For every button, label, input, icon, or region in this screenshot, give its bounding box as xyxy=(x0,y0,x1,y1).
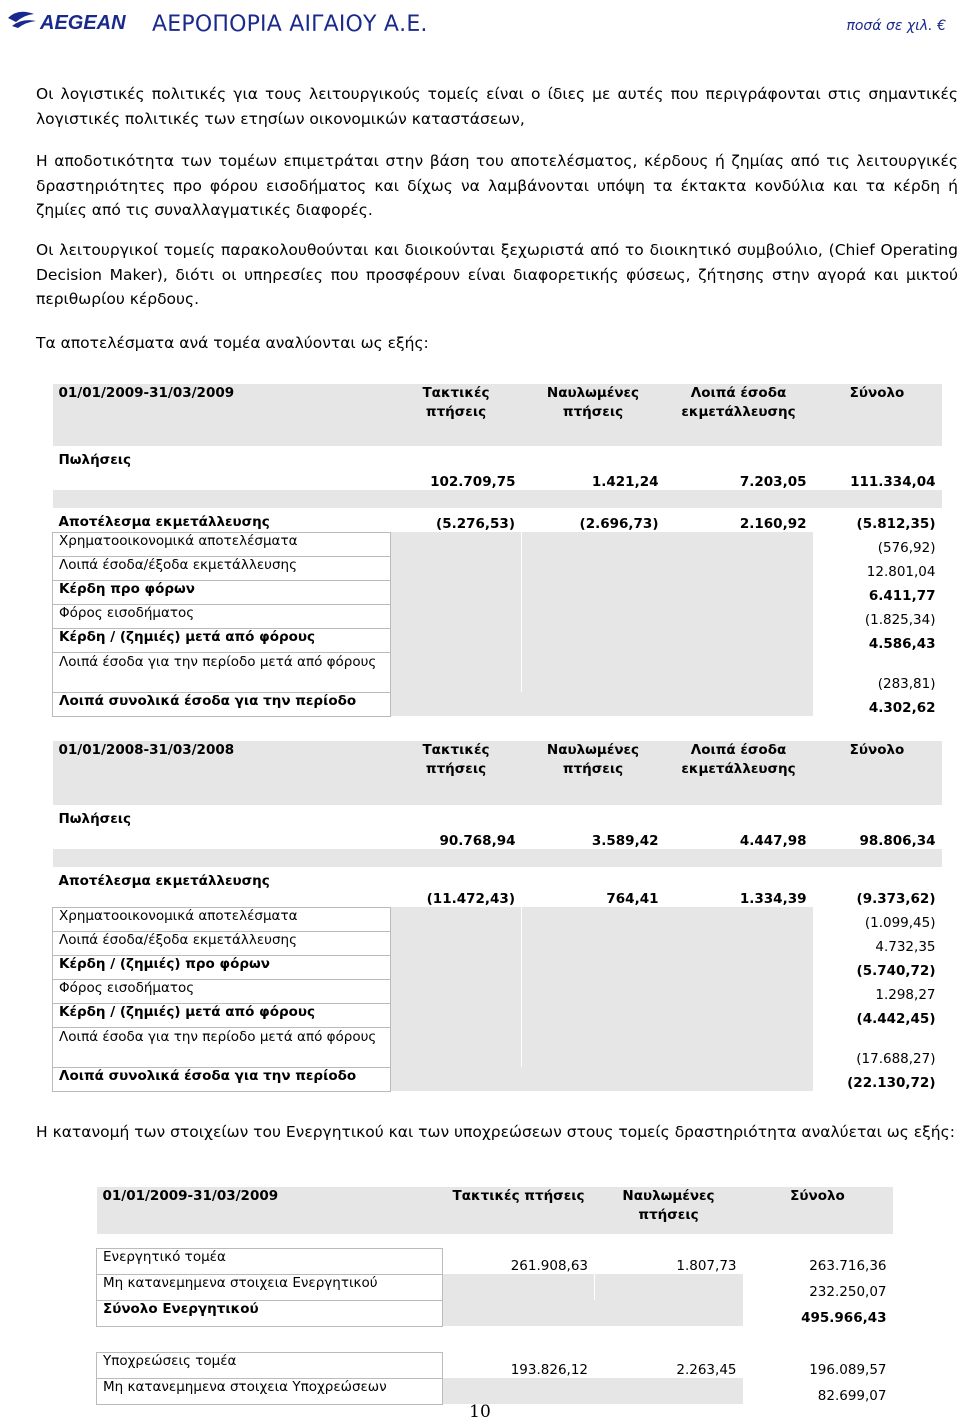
row-label: Πωλήσεις xyxy=(58,452,131,468)
table-row xyxy=(97,1248,893,1274)
cell-value: (1.825,34) xyxy=(864,612,936,628)
row-label: Κέρδη / (ζημιές) μετά από φόρους xyxy=(53,628,391,652)
row-label: Μη κατανεμημενα στοιχεια Ενεργητικού xyxy=(97,1274,443,1300)
table-row xyxy=(53,955,942,979)
spacer-row xyxy=(97,1234,893,1248)
cell-value: (283,81) xyxy=(877,676,936,692)
column-header: Λοιπά έσοδα εκμετάλλευσης xyxy=(681,385,796,420)
column-header: Τακτικές πτήσεις xyxy=(422,742,490,777)
operating-result-row xyxy=(53,867,942,907)
row-label: Ενεργητικό τομέα xyxy=(97,1248,443,1274)
operating-result-row xyxy=(53,508,942,532)
page-header xyxy=(0,0,960,46)
row-label: Φόρος εισοδήματος xyxy=(53,604,391,628)
cell-value: 4.586,43 xyxy=(868,636,936,652)
column-header: Τακτικές πτήσεις xyxy=(422,385,490,420)
cell-value: 102.709,75 xyxy=(430,474,516,490)
paragraph-operating-segments: Οι λειτουργικοί τομείς παρακολουθούνται και διοικούνται ξεχωριστά από το διοικητικό συμβούλιο, (Chief Operating Decision Maker), διότι οι υπηρεσίες που προσφέρουν είναι διαφορετικής φύσεως, ζήτησης στην αγορά και μικτού περιθωρίου κέρδους. xyxy=(36,241,958,308)
cell-value: (1.099,45) xyxy=(864,915,936,931)
table-row xyxy=(53,652,942,692)
row-label: Υποχρεώσεις τομέα xyxy=(97,1352,443,1378)
cell-value: (5.276,53) xyxy=(436,516,515,532)
cell-value: 193.826,12 xyxy=(510,1362,588,1378)
table-row xyxy=(53,1027,942,1067)
cell-value: (4.442,45) xyxy=(856,1011,936,1027)
table-row xyxy=(53,604,942,628)
paragraph-assets-intro: Η κατανομή των στοιχείων του Ενεργητικού και των υποχρεώσεων στους τομείς δραστηριότητα αναλύεται ως εξής: xyxy=(36,1123,955,1141)
column-header: Σύνολο xyxy=(849,742,905,758)
row-label: Λοιπά έσοδα/έξοδα εκμετάλλευσης xyxy=(53,556,391,580)
table-header-row xyxy=(53,384,942,446)
table-row xyxy=(97,1300,893,1326)
cell-value: (2.696,73) xyxy=(579,516,659,532)
cell-value: 111.334,04 xyxy=(850,474,936,490)
paragraph-accounting-policies: Οι λογιστικές πολιτικές για τους λειτουργικούς τομείς είναι ο ίδιες με αυτές που περιγράφονται στις σημαντικές λογιστικές πολιτικές των ετησίων οικονομικών καταστάσεων, xyxy=(36,85,958,128)
cell-value: 2.263,45 xyxy=(676,1362,737,1378)
spacer-row xyxy=(53,490,942,508)
cell-value: 2.160,92 xyxy=(739,516,807,532)
cell-value: 98.806,34 xyxy=(859,833,936,849)
cell-value: (17.688,27) xyxy=(856,1051,936,1067)
cell-value: 4.302,62 xyxy=(868,700,936,716)
period-label: 01/01/2009-31/03/2009 xyxy=(58,385,235,401)
cell-value: 12.801,04 xyxy=(866,564,936,580)
table-row xyxy=(53,979,942,1003)
cell-value: (576,92) xyxy=(877,540,936,556)
spacer-row xyxy=(97,1326,893,1352)
cell-value: 90.768,94 xyxy=(439,833,516,849)
row-label: Χρηματοοικονομικά αποτελέσματα xyxy=(53,907,391,931)
row-label: Κέρδη / (ζημιές) προ φόρων xyxy=(53,955,391,979)
logo-text: AEGEAN xyxy=(40,12,126,34)
table-row xyxy=(97,1378,893,1404)
column-header: Τακτικές πτήσεις xyxy=(452,1188,585,1204)
row-label: Αποτέλεσμα εκμετάλλευσης xyxy=(58,514,270,530)
cell-value: 263.716,36 xyxy=(809,1258,887,1274)
cell-value: 4.732,35 xyxy=(875,939,936,955)
cell-value: (22.130,72) xyxy=(847,1075,936,1091)
sales-row xyxy=(53,446,942,490)
table-row xyxy=(53,931,942,955)
cell-value: (5.740,72) xyxy=(856,963,936,979)
segment-assets-table xyxy=(96,1187,893,1405)
cell-value: 82.699,07 xyxy=(817,1388,887,1404)
table-header-row xyxy=(53,741,942,805)
column-header: Ναυλωμένες πτήσεις xyxy=(622,1188,715,1223)
table-row xyxy=(53,532,942,556)
column-header: Σύνολο xyxy=(790,1188,845,1204)
row-label: Πωλήσεις xyxy=(58,811,131,827)
table-row xyxy=(97,1352,893,1378)
column-header: Ναυλωμένες πτήσεις xyxy=(546,385,640,420)
cell-value: 6.411,77 xyxy=(868,588,936,604)
row-label: Λοιπά συνολικά έσοδα για την περίοδο xyxy=(53,1067,391,1091)
company-name: ΑΕΡΟΠΟΡΙΑ ΑΙΓΑΙΟΥ Α.Ε. xyxy=(152,12,428,37)
column-header: Λοιπά έσοδα εκμετάλλευσης xyxy=(681,742,796,777)
cell-value: (11.472,43) xyxy=(426,891,515,907)
table-row xyxy=(53,1067,942,1091)
table-row xyxy=(53,628,942,652)
cell-value: 261.908,63 xyxy=(510,1258,588,1274)
cell-value: 495.966,43 xyxy=(801,1310,887,1326)
table-header-row xyxy=(97,1187,893,1234)
cell-value: 4.447,98 xyxy=(739,833,807,849)
page-number: 10 xyxy=(469,1402,491,1422)
row-label: Αποτέλεσμα εκμετάλλευσης xyxy=(58,873,270,889)
cell-value: 196.089,57 xyxy=(809,1362,887,1378)
table-row xyxy=(53,580,942,604)
currency-note: ποσά σε χιλ. € xyxy=(846,18,946,34)
row-label: Λοιπά έσοδα για την περίοδο μετά από φόρους xyxy=(53,652,391,692)
segment-results-2008-table xyxy=(52,741,942,1092)
cell-value: 764,41 xyxy=(606,891,659,907)
paragraph-results-intro: Τα αποτελέσματα ανά τομέα αναλύονται ως εξής: xyxy=(36,334,429,352)
cell-value: 1.807,73 xyxy=(676,1258,737,1274)
period-label: 01/01/2009-31/03/2009 xyxy=(102,1188,279,1204)
table-row xyxy=(97,1274,893,1300)
row-label: Χρηματοοικονομικά αποτελέσματα xyxy=(53,532,391,556)
column-header: Ναυλωμένες πτήσεις xyxy=(546,742,640,777)
cell-value: 7.203,05 xyxy=(739,474,807,490)
cell-value: 3.589,42 xyxy=(591,833,659,849)
cell-value: (5.812,35) xyxy=(856,516,936,532)
aegean-logo xyxy=(6,6,130,36)
table-row xyxy=(53,1003,942,1027)
period-label: 01/01/2008-31/03/2008 xyxy=(58,742,235,758)
cell-value: 232.250,07 xyxy=(809,1284,887,1300)
sales-row xyxy=(53,805,942,849)
row-label: Κέρδη / (ζημιές) μετά από φόρους xyxy=(53,1003,391,1027)
table-row xyxy=(53,907,942,931)
cell-value: (9.373,62) xyxy=(856,891,936,907)
paragraph-performance: Η αποδοτικότητα των τομέων επιμετράται στην βάση του αποτελέσματος, κέρδους ή ζημίας από τις λειτουργικές δραστηριότητες προ φόρου εισοδήματος και δίχως να λαμβάνονται υπόψη τα έκτακτα κονδύλια και τα κέρδη ή ζημίες από τις συναλλαγματικές διαφορές. xyxy=(36,152,958,219)
row-label: Λοιπά έσοδα/έξοδα εκμετάλλευσης xyxy=(53,931,391,955)
table-row xyxy=(53,692,942,716)
row-label: Μη κατανεμημενα στοιχεια Υποχρεώσεων xyxy=(97,1378,443,1404)
spacer-row xyxy=(53,849,942,867)
row-label: Σύνολο Ενεργητικού xyxy=(97,1300,443,1326)
row-label: Λοιπά συνολικά έσοδα για την περίοδο xyxy=(53,692,391,716)
row-label: Φόρος εισοδήματος xyxy=(53,979,391,1003)
cell-value: 1.298,27 xyxy=(875,987,936,1003)
row-label: Κέρδη προ φόρων xyxy=(53,580,391,604)
segment-results-2009-table xyxy=(52,384,942,717)
column-header: Σύνολο xyxy=(849,385,905,401)
cell-value: 1.334,39 xyxy=(739,891,807,907)
table-row xyxy=(53,556,942,580)
row-label: Λοιπά έσοδα για την περίοδο μετά από φόρους xyxy=(53,1027,391,1067)
cell-value: 1.421,24 xyxy=(591,474,659,490)
